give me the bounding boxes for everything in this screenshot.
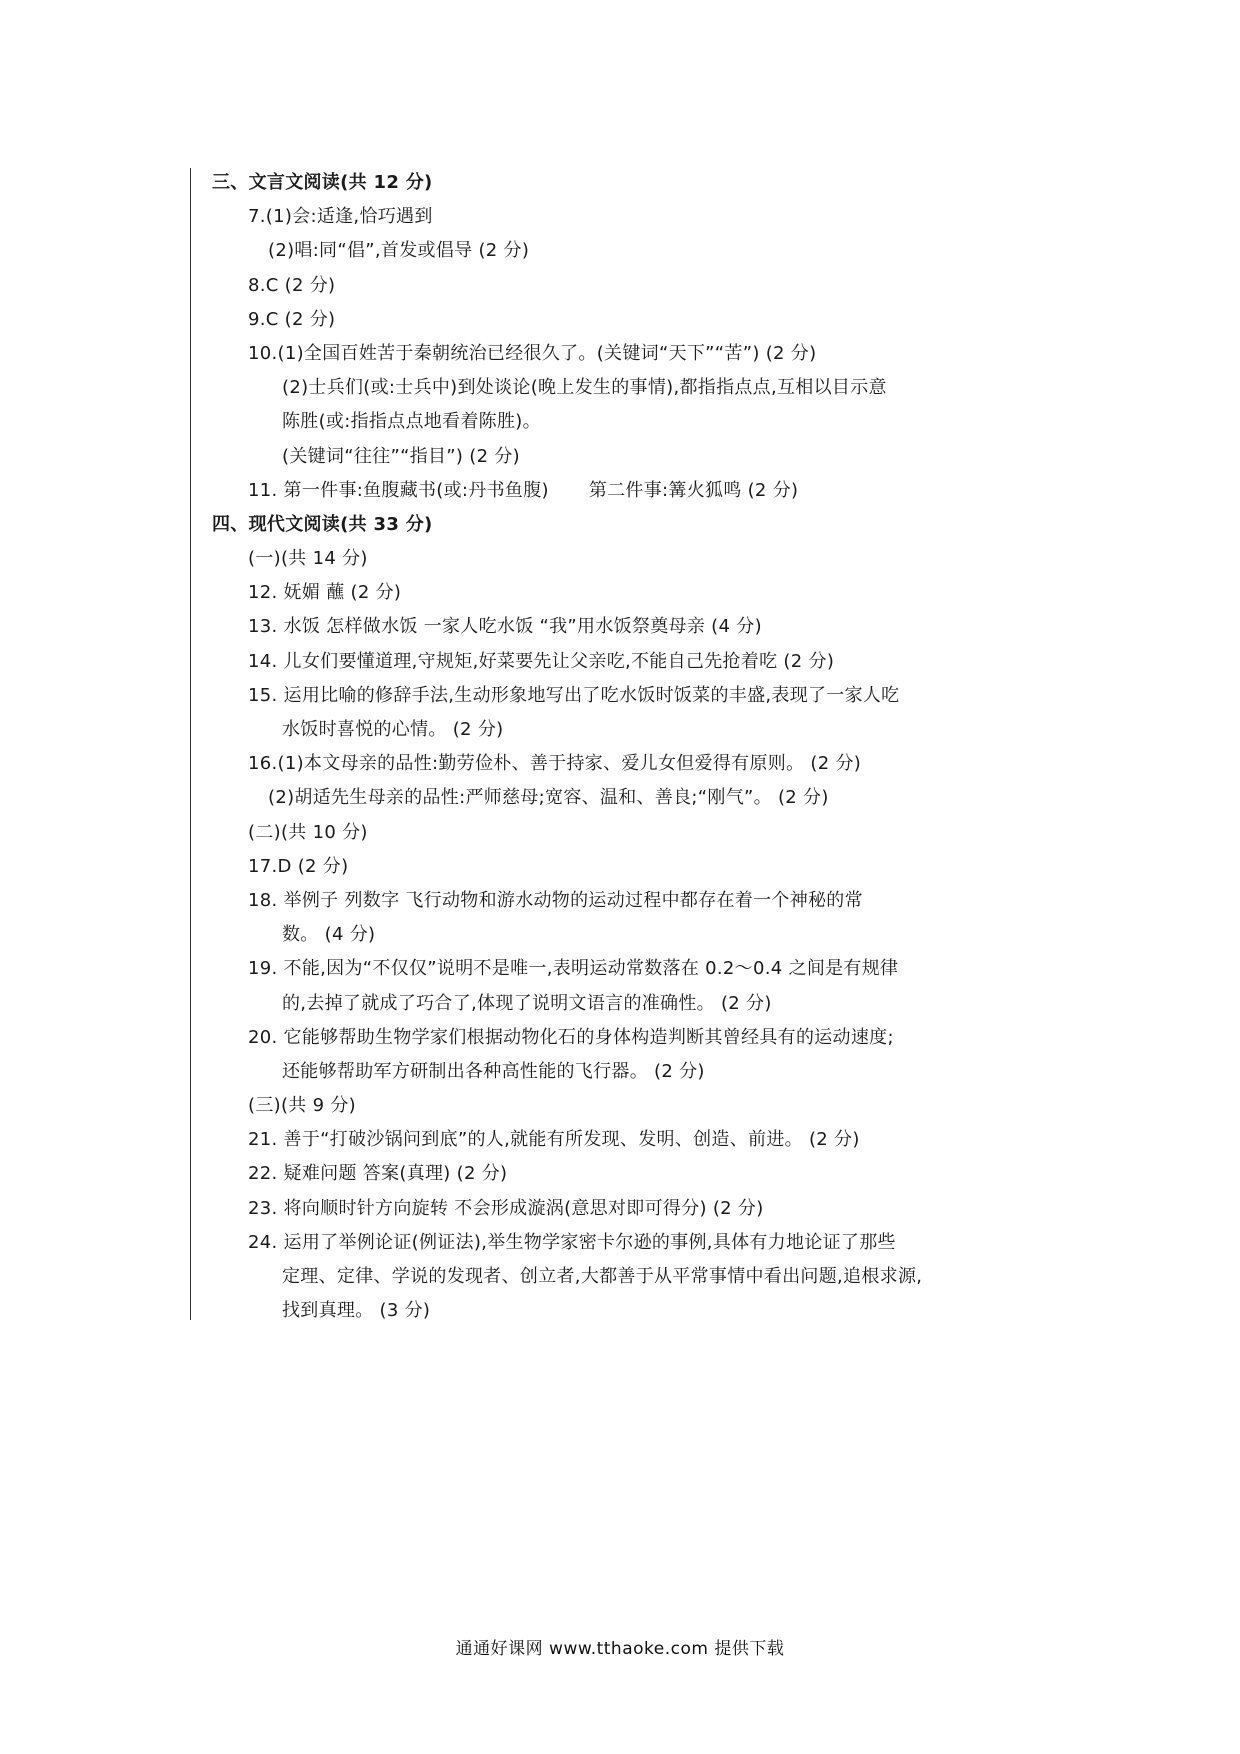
part-heading-2: (二)(共 10 分) (248, 821, 368, 843)
section-heading-modern: 四、现代文阅读(共 33 分) (212, 513, 433, 535)
answer-q9: 9.C (2 分) (248, 308, 336, 330)
answer-q18-cont: 数。 (4 分) (282, 924, 376, 946)
answer-q11-first: 11. 第一件事:鱼腹藏书(或:丹书鱼腹) (248, 479, 549, 501)
margin-rule (190, 168, 191, 1320)
answer-q24-cont2: 找到真理。 (3 分) (282, 1300, 431, 1322)
answer-q7-part2: (2)唱:同“倡”,首发或倡导 (2 分) (268, 240, 530, 262)
answer-q15: 15. 运用比喻的修辞手法,生动形象地写出了吃水饭时饭菜的丰盛,表现了一家人吃 (248, 684, 900, 706)
answer-q7-part1: 7.(1)会:适逢,恰巧遇到 (248, 206, 433, 228)
answer-q19-cont: 的,去掉了就成了巧合了,体现了说明文语言的准确性。 (2 分) (282, 992, 772, 1014)
answer-q10-part2: (2)士兵们(或:士兵中)到处谈论(晚上发生的事情),都指指点点,互相以目示意 (282, 377, 887, 399)
answer-q14: 14. 儿女们要懂道理,守规矩,好菜要先让父亲吃,不能自己先抢着吃 (2 分) (248, 650, 835, 672)
answer-q22: 22. 疑难问题 答案(真理) (2 分) (248, 1163, 508, 1185)
answer-q18: 18. 举例子 列数字 飞行动物和游水动物的运动过程中都存在着一个神秘的常 (248, 889, 863, 911)
answer-q19: 19. 不能,因为“不仅仅”说明不是唯一,表明运动常数落在 0.2～0.4 之间是有规律 (248, 958, 899, 980)
answer-q10-keywords: (关键词“往往”“指目”) (2 分) (282, 445, 520, 467)
answer-q16-part1: 16.(1)本文母亲的品性:勤劳俭朴、善于持家、爱儿女但爱得有原则。 (2 分) (248, 753, 862, 775)
answer-q10-part1: 10.(1)全国百姓苦于秦朝统治已经很久了。(关键词“天下”“苦”) (2 分) (248, 342, 817, 364)
footer-source: 通通好课网 www.tthaoke.com 提供下载 (455, 1639, 785, 1659)
answer-q11 (212, 474, 1012, 508)
answer-key-body (212, 166, 1012, 1328)
answer-q8: 8.C (2 分) (248, 274, 336, 296)
answer-q12: 12. 妩媚 蘸 (2 分) (248, 582, 402, 604)
answer-q24: 24. 运用了举例论证(例证法),举生物学家密卡尔逊的事例,具体有力地论证了那些 (248, 1231, 896, 1253)
answer-q11-second: 第二件事:篝火狐鸣 (2 分) (588, 479, 799, 501)
part-heading-3: (三)(共 9 分) (248, 1095, 356, 1117)
section-heading-classical: 三、文言文阅读(共 12 分) (212, 172, 433, 193)
answer-q13: 13. 水饭 怎样做水饭 一家人吃水饭 “我”用水饭祭奠母亲 (4 分) (248, 616, 762, 638)
answer-q15-cont: 水饭时喜悦的心情。 (2 分) (282, 719, 504, 740)
answer-q10-part2-cont: 陈胜(或:指指点点地看着陈胜)。 (282, 411, 541, 433)
answer-q21: 21. 善于“打破沙锅问到底”的人,就能有所发现、发明、创造、前进。 (2 分) (248, 1129, 860, 1151)
answer-q23: 23. 将向顺时针方向旋转 不会形成漩涡(意思对即可得分) (2 分) (248, 1197, 764, 1219)
answer-q20: 20. 它能够帮助生物学家们根据动物化石的身体构造判断其曾经具有的运动速度; (248, 1026, 894, 1048)
answer-q16-part2: (2)胡适先生母亲的品性:严师慈母;宽容、温和、善良;“刚气”。 (2 分) (268, 787, 829, 809)
answer-q20-cont: 还能够帮助军方研制出各种高性能的飞行器。 (2 分) (282, 1060, 705, 1082)
answer-q17: 17.D (2 分) (248, 855, 349, 877)
answer-q24-cont1: 定理、定律、学说的发现者、创立者,大都善于从平常事情中看出问题,追根求源, (282, 1266, 923, 1287)
part-heading-1: (一)(共 14 分) (248, 548, 368, 570)
